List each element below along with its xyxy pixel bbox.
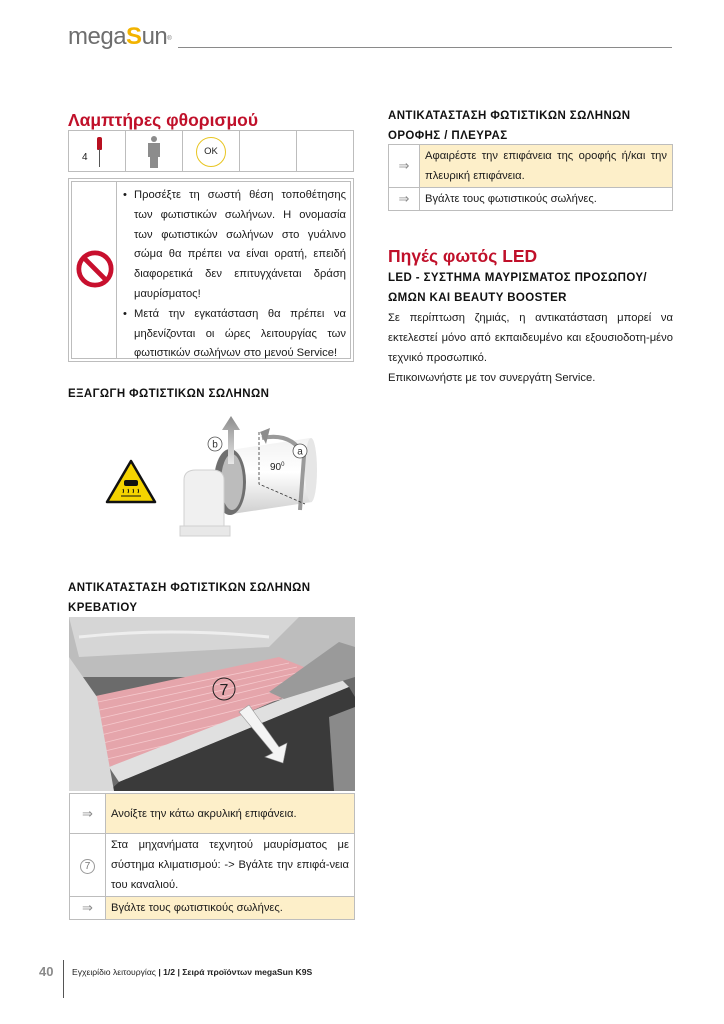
footer-part: 1/2	[163, 967, 176, 977]
section-title-ceiling-tubes-line1: ΑΝΤΙΚΑΤΑΣΤΑΣΗ ΦΩΤΙΣΤΙΚΩΝ ΣΩΛΗΝΩΝ	[388, 110, 631, 122]
section-title-extraction: ΕΞΑΓΩΓΗ ΦΩΤΙΣΤΙΚΩΝ ΣΩΛΗΝΩΝ	[68, 388, 270, 400]
warning-icon-cell	[72, 182, 117, 358]
arrow-right-icon: ⇒	[389, 188, 420, 211]
logo-text-mega: mega	[68, 23, 127, 50]
bed-steps-table	[69, 793, 355, 920]
warning-bullet: • Μετά την εγκατάσταση θα πρέπει να μηδενίζονται οι ώρες λειτουργίας των φωτιστικών σωλήνων στο μενού Service!	[123, 305, 346, 364]
arrow-right-icon: ⇒	[389, 145, 420, 188]
warning-text	[117, 182, 350, 358]
photo-marker-7: 7	[219, 682, 229, 699]
ceiling-steps-table	[388, 144, 673, 211]
tanning-bed-illustration	[69, 617, 355, 791]
led-subtitle-line1: LED - ΣΥΣΤΗΜΑ ΜΑΥΡΙΣΜΑΤΟΣ ΠΡΟΣΩΠΟΥ/	[388, 272, 648, 284]
led-subtitle-line2: ΩΜΩΝ ΚΑΙ BEAUTY BOOSTER	[388, 292, 567, 304]
tool-cell-empty	[297, 131, 353, 171]
footer-separator: |	[155, 967, 164, 977]
footer-separator: |	[175, 967, 183, 977]
bed-tube-replacement-photo	[69, 617, 355, 791]
step-text: Ανοίξτε την κάτω ακρυλική επιφάνεια.	[106, 794, 355, 834]
step-text: Στα μηχανήματα τεχνητού μαυρίσματος με σύστημα κλιματισμού: -> Βγάλτε την επιφά-νεια του καναλιού.	[106, 834, 355, 897]
footer-rule	[63, 960, 64, 998]
step-row	[389, 188, 673, 211]
angle-label: $90^0$	[270, 462, 285, 473]
tool-cell-screwdriver	[69, 131, 126, 171]
footer-text	[72, 967, 312, 977]
screwdriver-size: 4	[82, 152, 88, 163]
megasun-logo	[68, 24, 171, 50]
section-title-fluorescent-lamps: Λαμπτήρες φθορισμού	[68, 110, 259, 130]
arrow-right-icon: ⇒	[70, 794, 106, 834]
ok-badge-icon: OK	[196, 137, 226, 167]
logo-text-un: un	[141, 23, 168, 50]
warning-notice-box	[68, 178, 354, 362]
section-title-led: Πηγές φωτός LED	[388, 246, 538, 266]
tool-cell-person	[126, 131, 183, 171]
led-paragraph: Σε περίπτωση ζημιάς, η αντικατάσταση μπορεί να εκτελεστεί μόνο από εκπαιδευμένο και εξουσιοδοτη-μένο τεχνικό προσωπικό.	[388, 312, 673, 364]
footer-series: Σειρά προϊόντων megaSun K9S	[182, 967, 313, 977]
step-text: Αφαιρέστε την επιφάνεια της οροφής ή/και την πλευρική επιφάνεια.	[420, 145, 673, 188]
section-title-bed-tubes-line2: ΚΡΕΒΑΤΙΟΥ	[68, 602, 138, 614]
hot-surface-warning-icon	[107, 461, 155, 502]
header-rule	[178, 47, 672, 48]
label-b: b	[212, 439, 218, 451]
person-icon	[147, 136, 161, 168]
registered-mark: ®	[167, 36, 172, 42]
circled-7-icon: 7	[80, 859, 95, 874]
screwdriver-icon	[97, 137, 101, 167]
tool-cell-ok	[183, 131, 240, 171]
step-text: Βγάλτε τους φωτιστικούς σωλήνες.	[420, 188, 673, 211]
required-tools-table	[68, 130, 354, 172]
step-row	[70, 834, 355, 897]
section-title-ceiling-tubes-line2: ΟΡΟΦΗΣ / ΠΛΕΥΡΑΣ	[388, 130, 508, 142]
led-body	[388, 308, 673, 388]
tube-rotation-illustration	[100, 410, 340, 550]
section-title-bed-tubes-line1: ΑΝΤΙΚΑΤΑΣΤΑΣΗ ΦΩΤΙΣΤΙΚΩΝ ΣΩΛΗΝΩΝ	[68, 582, 311, 594]
tube-extraction-diagram	[100, 410, 340, 550]
tool-cell-empty	[240, 131, 297, 171]
warning-bullet: • Προσέξτε τη σωστή θέση τοποθέτησης των φωτιστικών σωλήνων. Η ονομασία των φωτιστικών σωλήνων στο γυάλινο σώμα θα πρέπει να είναι ορατή, επειδή διαφορετικά δεν επιτυγχάνεται δράση μαυρίσματος!	[123, 186, 346, 305]
prohibition-icon	[76, 250, 114, 288]
step-row	[70, 897, 355, 920]
step-symbol-cell	[70, 834, 106, 897]
label-a: a	[297, 446, 303, 458]
arrow-right-icon: ⇒	[70, 897, 106, 920]
step-text: Βγάλτε τους φωτιστικούς σωλήνες.	[106, 897, 355, 920]
footer-doc-name: Εγχειρίδιο λειτουργίας	[72, 967, 156, 977]
step-row	[70, 794, 355, 834]
led-paragraph: Επικοινωνήστε με τον συνεργάτη Service.	[388, 372, 596, 384]
step-row	[389, 145, 673, 188]
page-number: 40	[39, 964, 54, 979]
logo-letter-s: S	[126, 23, 142, 50]
